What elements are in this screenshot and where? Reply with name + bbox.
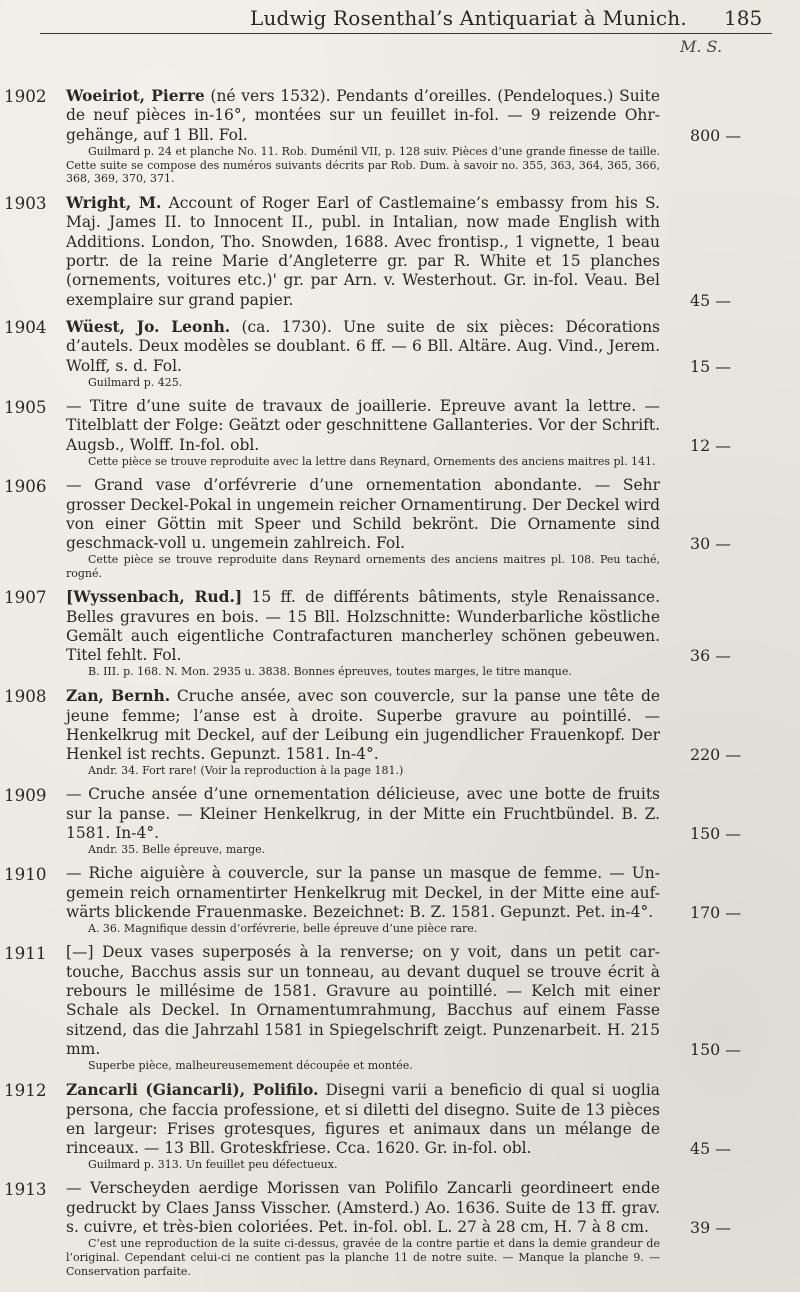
entry-body: [—] Deux vases superposés à la renverse; on y voit, dans un petit car-touche, Bacchus assis sur un tonneau, au devant duquel se trouve écrit à rebours le millésime de 1581. Gravure au pointillé. — Kelch mit einer Schale als Deckel. In Ornamentumrahmung, Bacchus auf einem Fasse sitzend, das die Jahrzahl 1581 in Spiegelschrift zeigt. Punzenarbeit. H. 215 mm. xyxy=(66,943,660,1059)
entry-note: A. 36. Magnifique dessin d’orfévrerie, belle épreuve d’une pièce rare. xyxy=(88,922,478,936)
entry-text xyxy=(66,1080,660,1158)
entry-price: 39 — xyxy=(690,1218,732,1238)
entry-note: Guilmard p. 425. xyxy=(88,376,183,390)
entry-number: 1902 xyxy=(4,86,47,106)
entry-lead: Zan, Bernh. xyxy=(66,686,171,706)
entry-lead: Wright, M. xyxy=(66,193,162,213)
entry-price: 150 — xyxy=(690,1039,742,1059)
entry-body: — Grand vase d’orfévrerie d’une ornementation abondante. — Sehr grosser Deckel-Pokal in ungemein reicher Ornamentirung. Der Deckel wird von einer Göttin mit Speer und Schild bekrönt. Die Ornamente sind geschmack-voll u. ungemein zahlreich. Fol. xyxy=(66,476,660,553)
entry-body: — Cruche ansée d’une ornementation délicieuse, avec une botte de fruits sur la panse. — Kleiner Henkelkrug, in der Mitte ein Fruchtbündel. B. Z. 1581. In-4°. xyxy=(66,785,660,842)
page-number: 185 xyxy=(724,6,763,30)
entry-note: Superbe pièce, malheureusemement découpée et montée. xyxy=(88,1059,413,1073)
entry-number: 1906 xyxy=(4,476,47,497)
entry-text xyxy=(66,785,660,843)
entry-number: 1909 xyxy=(4,785,47,806)
entry-number: 1903 xyxy=(4,193,47,214)
entry-body: — Verscheyden aerdige Morissen van Polifilo Zancarli geordineert ende gedruckt by Claes Janss Visscher. (Amsterd.) Ao. 1636. Suite de 13 ff. grav. s. cuivre, et très-bien coloriées. Pet. in-fol. obl. L. 27 à 28 cm, H. 7 à 8 cm. xyxy=(66,1179,660,1237)
entry-text xyxy=(66,686,660,764)
entry-lead: [Wyssenbach, Rud.] xyxy=(66,587,243,607)
entry-note: C’est une reproduction de la suite ci-dessus, gravée de la contre partie et dans la demie grandeur de l’original. Cependant celui-ci ne contient pas la planche 11 de notre suite. — Manque la planche 9. — Conservation parfaite. xyxy=(66,1237,660,1278)
entry-text xyxy=(66,476,660,553)
entry-number: 1913 xyxy=(4,1179,47,1200)
entry-body: Cruche ansée, avec son couvercle, sur la panse une tête de jeune femme; l’anse est à droite. Superbe gravure au pointillé. — Henkelkrug mit Deckel, auf der Leibung ein jugendlicher Frauenkopf. Der Henkel ist rechts. Gepunzt. 1581. In-4°. xyxy=(66,687,660,764)
entry-body: — Riche aiguière à couvercle, sur la panse un masque de femme. — Un-gemein reich ornamentirter Henkelkrug mit Deckel, in der Mitte eine auf-wärts blickende Frauenmaske. Bezeichnet: B. Z. 1581. Gepunzt. Pet. in-4°. xyxy=(66,864,660,922)
entry-lead: Zancarli (Giancarli), Polifilo. xyxy=(66,1080,319,1100)
entry-note: Andr. 35. Belle épreuve, marge. xyxy=(88,843,266,857)
entry-body: — Titre d’une suite de travaux de joaillerie. Epreuve avant la lettre. — Titelblatt der Folge: Geätzt oder geschnittene Gallanteries. Vor der Schrift. Augsb., Wolff. In-fol. obl. xyxy=(66,397,660,454)
entry-price: 800 — xyxy=(690,125,742,145)
entry-body: Account of Roger Earl of Castlemaine’s embassy from his S. Maj. James II. to Innocent II., publ. in Intalian, now made English with Additions. London, Tho. Snowden, 1688. Avec frontisp., 1 vignette, 1 beau portr. de la reine Marie d’Angleterre gr. par R. White et 15 planches (ornements, voitures etc.)' gr. par Arn. v. Westerhout. Gr. in-fol. Veau. Bel exemplaire sur grand papier. xyxy=(66,194,660,309)
pencil-mark: M. S. xyxy=(680,37,723,56)
entry-body: (né vers 1532). Pendants d’oreilles. (Pendeloques.) Suite de neuf pièces in-16°, montées sur un feuillet in-fol. — 9 reizende Ohr-gehänge, auf 1 Bll. Fol. xyxy=(66,87,660,144)
entry-note: B. III. p. 168. N. Mon. 2935 u. 3838. Bonnes épreuves, toutes marges, le titre manque. xyxy=(88,665,572,679)
entry-lead: Woeiriot, Pierre xyxy=(66,86,205,105)
entry-number: 1905 xyxy=(4,397,47,418)
header-title: Ludwig Rosenthal’s Antiquariat à Munich. xyxy=(250,6,687,30)
entry-text xyxy=(66,86,660,145)
entry-body: Disegni varii a beneficio di qual si uoglia persona, che faccia professione, et si diletti del disegno. Suite de 13 pièces en largeur: Frises grotesques, figures et animaux dans un mélange de rinceaux. — 13 Bll. Groteskfriese. Cca. 1620. Gr. in-fol. obl. xyxy=(66,1081,660,1158)
entry-body: (ca. 1730). Une suite de six pièces: Décorations d’autels. Deux modèles se doublant. 6 ff. — 6 Bll. Altäre. Aug. Vind., Jerem. Wolff, s. d. Fol. xyxy=(66,318,660,375)
running-header xyxy=(40,0,770,34)
entry-number: 1904 xyxy=(4,317,47,338)
entry-note: Cette pièce se trouve reproduite avec la lettre dans Reynard, Ornements des anciens maitres pl. 141. xyxy=(88,455,656,469)
entry-lead: Wüest, Jo. Leonh. xyxy=(66,317,231,337)
entry-text xyxy=(66,1179,660,1237)
entry-price: 170 — xyxy=(690,902,742,922)
entry-note: Cette pièce se trouve reproduite dans Reynard ornements des anciens maitres pl. 108. Peu taché, rogné. xyxy=(66,553,660,580)
entry-text xyxy=(66,317,660,376)
entry-text xyxy=(66,943,660,1059)
entry-number: 1910 xyxy=(4,864,47,885)
entry-price: 15 — xyxy=(690,356,732,376)
entry-number: 1907 xyxy=(4,587,47,608)
entry-note: Guilmard p. 313. Un feuillet peu défectueux. xyxy=(88,1158,338,1172)
entry-price: 150 — xyxy=(690,823,742,843)
entry-price: 30 — xyxy=(690,533,732,553)
entry-text xyxy=(66,397,660,455)
entry-price: 12 — xyxy=(690,435,732,455)
entry-number: 1911 xyxy=(4,943,47,964)
entry-number: 1912 xyxy=(4,1080,47,1101)
entry-price: 45 — xyxy=(690,290,732,310)
entry-note: Guilmard p. 24 et planche No. 11. Rob. Duménil VII, p. 128 suiv. Pièces d’une grande finesse de taille. Cette suite se compose des numéros suivants décrits par Rob. Dum. à savoir no. 355, 363, 364, 365, 366, 368, 369, 370, 371. xyxy=(66,145,660,186)
entry-body: 15 ff. de différents bâtiments, style Renaissance. Belles gravures en bois. — 15 Bll. Holzschnitte: Wunderbarliche köstliche Gemält auch eigentliche Contrafacturen mancherley schönen gebeuwen. Titel fehlt. Fol. xyxy=(66,588,661,665)
entry-note: Andr. 34. Fort rare! (Voir la reproduction à la page 181.) xyxy=(88,764,404,778)
entry-price: 220 — xyxy=(690,744,742,764)
entry-text xyxy=(66,193,660,310)
entry-text xyxy=(66,587,660,665)
entry-number: 1908 xyxy=(4,686,47,707)
entry-price: 45 — xyxy=(690,1139,732,1159)
header-rule xyxy=(40,33,772,34)
entry-text xyxy=(66,864,660,922)
entry-price: 36 — xyxy=(690,645,732,665)
